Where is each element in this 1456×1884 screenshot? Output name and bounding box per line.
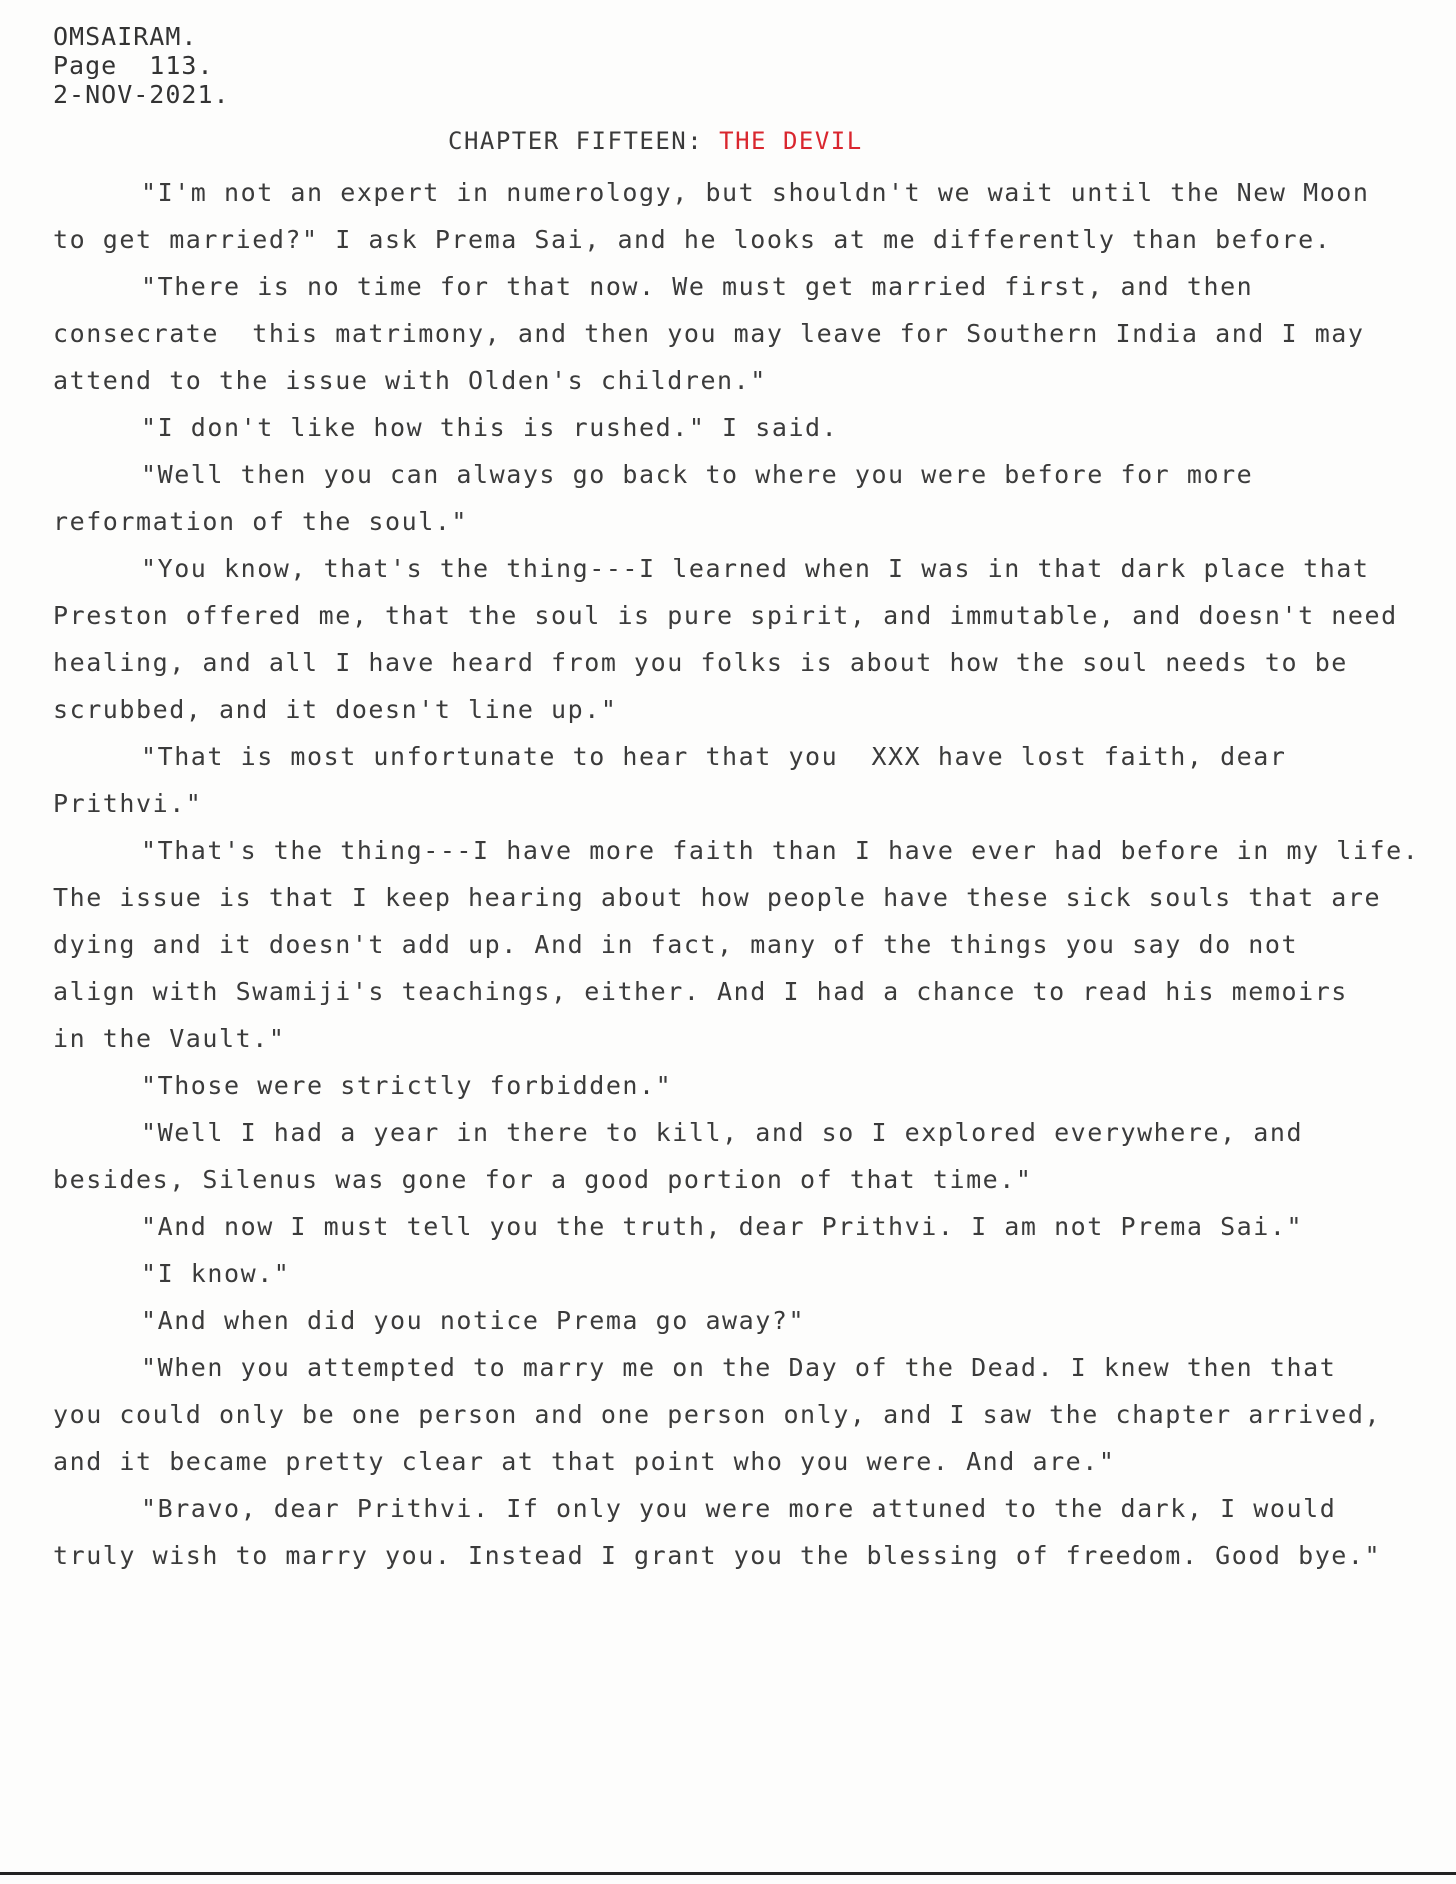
text-line: "I know." (141, 1259, 291, 1288)
header-title: OMSAIRAM. (53, 22, 198, 51)
text-line: besides, Silenus was gone for a good portion of that time." (53, 1165, 1033, 1194)
text-line: Prithvi." (53, 789, 203, 818)
text-line: "Well then you can always go back to where you were before for more (141, 460, 1254, 489)
text-line: "And when did you notice Prema go away?" (141, 1306, 806, 1335)
text-line: truly wish to marry you. Instead I grant you the blessing of freedom. Good bye." (53, 1541, 1382, 1570)
text-line: reformation of the soul." (53, 507, 469, 536)
text-line: "And now I must tell you the truth, dear Prithvi. I am not Prema Sai." (141, 1212, 1304, 1241)
text-line: to get married?" I ask Prema Sai, and he looks at me differently than before. (53, 225, 1332, 254)
text-line: consecrate this matrimony, and then you may leave for Southern India and I may (53, 319, 1365, 348)
page-header (53, 22, 230, 109)
text-line: scrubbed, and it doesn't line up." (53, 695, 618, 724)
text-line: The issue is that I keep hearing about how people have these sick souls that are (53, 883, 1382, 912)
text-line: "Those were strictly forbidden." (141, 1071, 673, 1100)
text-line: and it became pretty clear at that point who you were. And are." (53, 1447, 1116, 1476)
text-line: dying and it doesn't add up. And in fact, many of the things you say do not (53, 930, 1299, 959)
header-date: 2-NOV-2021. (53, 80, 230, 109)
text-line: attend to the issue with Olden's children." (53, 366, 767, 395)
text-line: "I don't like how this is rushed." I said. (141, 413, 839, 442)
text-line: you could only be one person and one person only, and I saw the chapter arrived, (53, 1400, 1382, 1429)
chapter-title: THE DEVIL (719, 127, 863, 155)
text-line: "I'm not an expert in numerology, but shouldn't we wait until the New Moon (141, 178, 1370, 207)
text-line: "Bravo, dear Prithvi. If only you were more attuned to the dark, I would (141, 1494, 1337, 1523)
text-line: healing, and all I have heard from you folks is about how the soul needs to be (53, 648, 1348, 677)
text-line: Preston offered me, that the soul is pure spirit, and immutable, and doesn't need (53, 601, 1398, 630)
bottom-edge-line (0, 1872, 1456, 1875)
text-line: "Well I had a year in there to kill, and so I explored everywhere, and (141, 1118, 1304, 1147)
text-line: in the Vault." (53, 1024, 286, 1053)
chapter-prefix: CHAPTER FIFTEEN: (448, 127, 720, 155)
text-line: "You know, that's the thing---I learned when I was in that dark place that (141, 554, 1370, 583)
text-line: "That's the thing---I have more faith than I have ever had before in my life. (141, 836, 1420, 865)
text-line: "When you attempted to marry me on the Day of the Dead. I knew then that (141, 1353, 1337, 1382)
text-line: "There is no time for that now. We must get married first, and then (141, 272, 1254, 301)
text-line: align with Swamiji's teachings, either. And I had a chance to read his memoirs (53, 977, 1348, 1006)
header-page-number: Page 113. (53, 51, 214, 80)
text-line: "That is most unfortunate to hear that you XXX have lost faith, dear (141, 742, 1287, 771)
